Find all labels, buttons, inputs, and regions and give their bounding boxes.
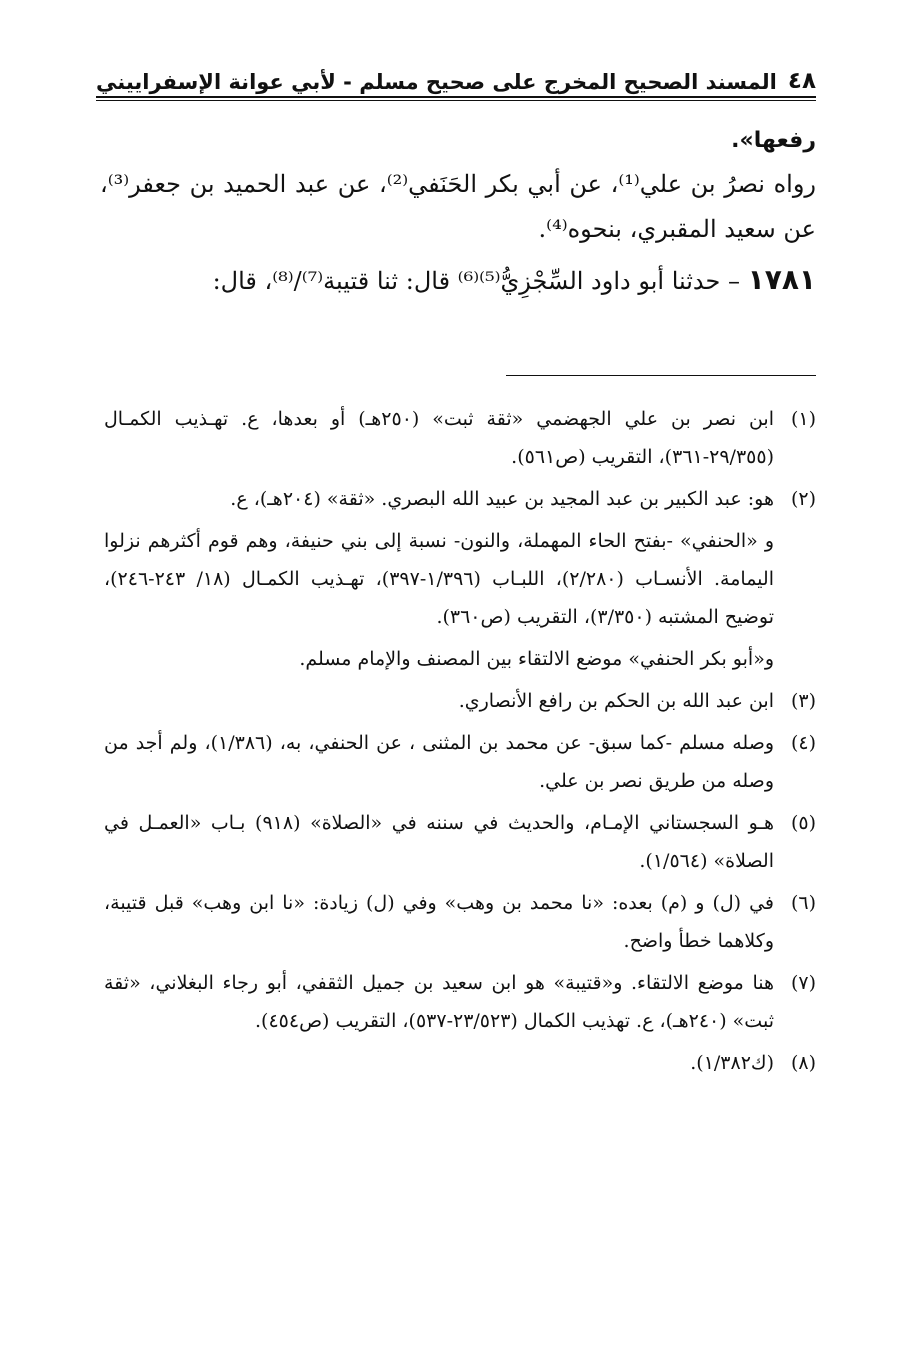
footnote-text: ابن نصر بن علي الجهضمي «ثقة ثبت» (٢٥٠هـ) أو بعدها، ع. تهـذيب الكمـال (٢٩/٣٥٥-٣٦١)، التقريب (ص٥٦١). <box>104 408 774 468</box>
running-title: المسند الصحيح المخرج على صحيح مسلم - لأبي عوانة الإسفراييني <box>96 70 777 94</box>
footnote-5 <box>104 804 816 880</box>
footnote-text: (ك١/٣٨٢). <box>690 1052 774 1074</box>
hadith-number: ١٧٨١ <box>747 262 816 296</box>
footnote-number: (٥) <box>790 812 816 834</box>
footnote-text: ابن عبد الله بن الحكم بن رافع الأنصاري. <box>458 690 774 712</box>
hadith-paragraph <box>100 253 816 306</box>
footnote-number: (٧) <box>790 972 816 994</box>
footnote-text: هنا موضع الالتقاء. و«قتيبة» هو ابن سعيد بن جميل الثقفي، أبو رجاء البغلاني، «ثقة ثبت» (٢٤٠هـ)، ع. تهذيب الكمال (٢٣/٥٢٣-٥٣٧)، التقريب (ص٤٥٤). <box>104 972 774 1032</box>
header-rule <box>96 96 816 101</box>
hadith-text: – حدثنا أبو داود السِّجْزِيُّ⁽⁵⁾⁽⁶⁾ قال: ثنا قتيبة⁽⁷⁾/⁽⁸⁾، قال: <box>212 266 740 295</box>
footnote-separator <box>506 375 816 376</box>
continuation-line: رفعها». <box>731 128 816 153</box>
footnote-8 <box>104 1044 816 1082</box>
footnote-number: (٨) <box>790 1052 816 1074</box>
footnote-4 <box>104 724 816 800</box>
footnote-2-continued <box>104 640 816 678</box>
footnote-text: في (ل) و (م) بعده: «نا محمد بن وهب» وفي (ل) زيادة: «نا ابن وهب» قبل قتيبة، وكلاهما خطأ واضح. <box>104 892 774 952</box>
narration-paragraph: رواه نصرُ بن علي⁽¹⁾، عن أبي بكر الحَنَفي⁽²⁾، عن عبد الحميد بن جعفر⁽³⁾، عن سعيد المقبري، بنحوه⁽⁴⁾. <box>100 169 817 244</box>
footnote-text: هو: عبد الكبير بن عبد المجيد بن عبيد الله البصري. «ثقة» (٢٠٤هـ)، ع. <box>230 488 774 510</box>
page-number: ٤٨ <box>787 68 816 94</box>
footnote-number: (١) <box>790 408 816 430</box>
footnote-text: وصله مسلم -كما سبق- عن محمد بن المثنى ، عن الحنفي، به، (١/٣٨٦)، ولم أجد من وصله من طريق نصر بن علي. <box>104 732 774 792</box>
footnote-text: هـو السجستاني الإمـام، والحديث في سننه في «الصلاة» (٩١٨) بـاب «العمـل في الصلاة» (١/٥٦٤). <box>104 812 774 872</box>
main-text <box>100 120 816 306</box>
footnote-text: و «الحنفي» -بفتح الحاء المهملة، والنون- نسبة إلى بني حنيفة، وهم قوم أكثرهم نزلوا اليمامة. الأنسـاب (٢/٢٨٠)، اللبـاب (١/٣٩٦-٣٩٧)، تهـذيب الكمـال (١٨/ ٢٤٣-٢٤٦)، توضيح المشتبه (٣/٣٥٠)، التقريب (ص٣٦٠). <box>104 530 774 628</box>
footnote-3 <box>104 682 816 720</box>
footnote-number: (٦) <box>790 892 816 914</box>
footnote-6 <box>104 884 816 960</box>
footnote-1 <box>104 400 816 476</box>
footnote-number: (٢) <box>790 488 816 510</box>
footnotes <box>104 400 816 1086</box>
footnote-number: (٤) <box>790 732 816 754</box>
footnote-2-continued <box>104 522 816 636</box>
footnote-2 <box>104 480 816 518</box>
footnote-7 <box>104 964 816 1040</box>
footnote-number: (٣) <box>790 690 816 712</box>
running-header <box>96 58 816 94</box>
footnote-text: و«أبو بكر الحنفي» موضع الالتقاء بين المصنف والإمام مسلم. <box>299 648 774 670</box>
